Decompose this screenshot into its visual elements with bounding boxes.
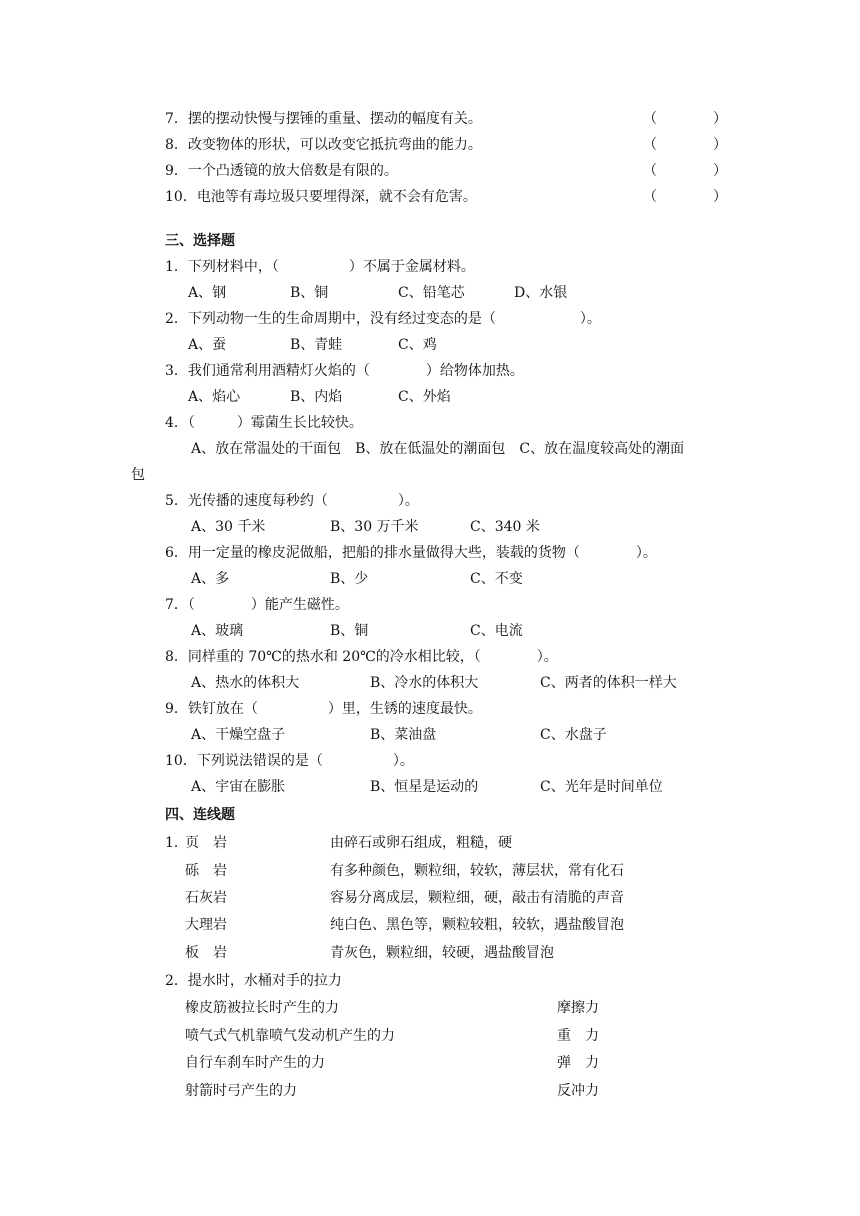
section-title-choice: 三、选择题 bbox=[165, 233, 235, 249]
matching-question-1-number: 1． bbox=[165, 835, 188, 851]
choice-option: C、铅笔芯 bbox=[398, 285, 465, 301]
choice-question-9: 9．铁钉放在（ ）里，生锈的速度最快。 bbox=[165, 701, 482, 717]
choice-option: B、菜油盘 bbox=[370, 727, 437, 743]
choice-question-10: 10．下列说法错误的是（ ）。 bbox=[165, 753, 414, 769]
judgment-item-10: 10．电池等有毒垃圾只要埋得深，就不会有危害。 bbox=[165, 189, 477, 205]
force-description: 喷气式气机靠喷气发动机产生的力 bbox=[185, 1028, 395, 1044]
choice-question-1: 1．下列材料中，（ ）不属于金属材料。 bbox=[165, 259, 475, 275]
judgment-item-8: 8．改变物体的形状，可以改变它抵抗弯曲的能力。 bbox=[165, 137, 482, 153]
choice-option: C、水盘子 bbox=[540, 727, 607, 743]
choice-question-6: 6．用一定量的橡皮泥做船，把船的排水量做得大些，装载的货物（ ）。 bbox=[165, 545, 657, 561]
rock-name: 页 岩 bbox=[185, 835, 227, 851]
judgment-item-9: 9．一个凸透镜的放大倍数是有限的。 bbox=[165, 163, 398, 179]
choice-option: A、玻璃 bbox=[191, 623, 244, 639]
answer-parentheses: （ ） bbox=[643, 137, 727, 153]
choice-option: C、电流 bbox=[470, 623, 523, 639]
choice-option: A、蚕 bbox=[188, 337, 227, 353]
choice-option: A、30 千米 bbox=[191, 519, 266, 535]
choice-question-8: 8．同样重的 70℃的热水和 20℃的冷水相比较，（ ）。 bbox=[165, 649, 558, 665]
choice-question-7: 7．（ ）能产生磁性。 bbox=[165, 597, 349, 613]
rock-description: 有多种颜色，颗粒细，较软，薄层状，常有化石 bbox=[330, 863, 624, 879]
choice-option: C、不变 bbox=[470, 571, 523, 587]
force-name: 弹 力 bbox=[557, 1055, 599, 1071]
choice-option: B、少 bbox=[330, 571, 369, 587]
rock-description: 青灰色，颗粒细，较硬，遇盐酸冒泡 bbox=[330, 945, 554, 961]
answer-parentheses: （ ） bbox=[643, 111, 727, 127]
choice-option: C、两者的体积一样大 bbox=[540, 675, 677, 691]
choice-option: B、冷水的体积大 bbox=[370, 675, 479, 691]
choice-option: B、内焰 bbox=[290, 389, 343, 405]
force-description: 橡皮筋被拉长时产生的力 bbox=[185, 1000, 339, 1016]
section-title-matching: 四、连线题 bbox=[165, 807, 235, 823]
answer-parentheses: （ ） bbox=[643, 189, 727, 205]
choice-option: D、水银 bbox=[514, 285, 568, 301]
choice-option: C、外焰 bbox=[398, 389, 451, 405]
choice-option: A、钢 bbox=[188, 285, 227, 301]
force-description: 自行车刹车时产生的力 bbox=[185, 1055, 325, 1071]
choice-option: B、铜 bbox=[330, 623, 369, 639]
rock-name: 石灰岩 bbox=[185, 890, 227, 906]
force-name: 摩擦力 bbox=[557, 1000, 599, 1016]
choice-question-2: 2．下列动物一生的生命周期中，没有经过变态的是（ ）。 bbox=[165, 311, 601, 327]
rock-name: 板 岩 bbox=[185, 945, 227, 961]
choice-option: B、青蛙 bbox=[290, 337, 343, 353]
choice-option: A、热水的体积大 bbox=[191, 675, 300, 691]
choice-question-4: 4．（ ）霉菌生长比较快。 bbox=[165, 415, 363, 431]
rock-name: 砾 岩 bbox=[185, 863, 227, 879]
choice-option: A、宇宙在膨胀 bbox=[191, 779, 286, 795]
rock-name: 大理岩 bbox=[185, 917, 227, 933]
answer-parentheses: （ ） bbox=[643, 163, 727, 179]
judgment-item-7: 7．摆的摆动快慢与摆锤的重量、摆动的幅度有关。 bbox=[165, 111, 482, 127]
choice-option: A、干燥空盘子 bbox=[191, 727, 286, 743]
choice-option: C、鸡 bbox=[398, 337, 437, 353]
choice-option: C、340 米 bbox=[470, 519, 540, 535]
force-description: 射箭时弓产生的力 bbox=[185, 1083, 297, 1099]
choice-option: B、30 万千米 bbox=[330, 519, 419, 535]
choice-option: B、铜 bbox=[290, 285, 329, 301]
force-name: 反冲力 bbox=[557, 1083, 599, 1099]
choice-options-wrap: 包 bbox=[131, 467, 145, 483]
choice-option: B、恒星是运动的 bbox=[370, 779, 479, 795]
force-name: 重 力 bbox=[557, 1028, 599, 1044]
rock-description: 纯白色、黑色等，颗粒较粗，较软，遇盐酸冒泡 bbox=[330, 917, 624, 933]
choice-question-3: 3．我们通常利用酒精灯火焰的（ ）给物体加热。 bbox=[165, 363, 524, 379]
rock-description: 容易分离成层，颗粒细，硬，敲击有清脆的声音 bbox=[330, 890, 624, 906]
matching-question-2: 2．提水时，水桶对手的拉力 bbox=[165, 973, 342, 989]
choice-question-5: 5．光传播的速度每秒约（ ）。 bbox=[165, 493, 419, 509]
choice-option: A、多 bbox=[191, 571, 230, 587]
choice-option: A、焰心 bbox=[188, 389, 241, 405]
rock-description: 由碎石或卵石组成，粗糙，硬 bbox=[330, 835, 512, 851]
choice-options-line: A、放在常温处的干面包 B、放在低温处的潮面包 C、放在温度较高处的潮面 bbox=[191, 441, 685, 457]
choice-option: C、光年是时间单位 bbox=[540, 779, 663, 795]
